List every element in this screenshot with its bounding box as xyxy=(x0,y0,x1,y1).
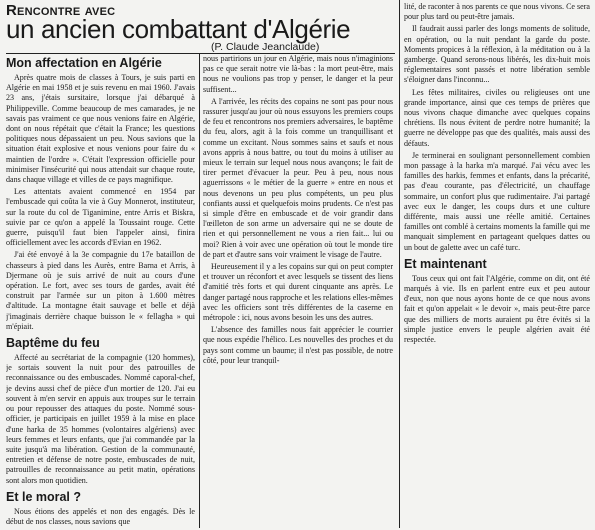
section-heading: Baptême du feu xyxy=(6,336,100,351)
column-rule xyxy=(399,0,400,528)
paragraph: A l'arrivée, les récits des copains ne sont pas pour nous rassurer jusqu'au jour où nous essuyons les premiers coups de feu et rencontrons nos premiers adversaires, le baptême du feu, alors, agit à la fois comme un tranquillisant et comme un excitant. Nous sommes sains et saufs et nous avons appris à nous battre, ou tout du moins à utiliser au mieux le terrain sur lequel nous nous avançons; le fait de tirer permet d'évacuer la peur. Peu à peu, nous nous aguerrissons « le métier de la guerre » entre en nous et nous devenons un peu plus compétents, un peu plus confiants aussi et quelquefois moins prudents. Ce n'est pas si simple d'être en embuscade et de voir grandir dans l'œilleton de son arme un adversaire qui ne se doute de rien et qui personnellement ne vous a rien fait... lui ou moi? Rien à voir avec une opération où tout le monde tire de part et d'autre sans voir vraiment le visage de l'autre. xyxy=(203,96,393,259)
paragraph: Il faudrait aussi parler des longs moments de solitude, en opération, ou la nuit pendant la garde du poste. Moments propices à la réflexion, à la méditation ou à la gamberge. Quand serons-nous libérés, les dix-huit mois réglementaires sont passés et notre libération semble s'éloigner dans l'inconnu... xyxy=(404,24,590,85)
article-column-3 xyxy=(404,2,590,369)
article-byline: (P. Claude Jeanclaude) xyxy=(211,41,320,53)
paragraph: Tous ceux qui ont fait l'Algérie, comme on dit, ont été marqués à vie. Ils en parlent entre eux et peu autour d'eux, non que nous ayons honte de ce que nous avons fait et qu'on appelait « le devoir », mais peut-être parce que des milliers de morts auraient pu être évités si la simple justice envers le peuple algérien avait été respectée. xyxy=(404,273,590,345)
article-column-1 xyxy=(6,56,195,528)
article-title: un ancien combattant d'Algérie xyxy=(6,14,351,44)
paragraph: J'ai été envoyé à la 3e compagnie du 17e bataillon de chasseurs à pied dans les Aurès, entre Barna et Arris, à Djermane où je suis arrivé de nuit au cours d'une opération. Le fort, avec ses tours de gardes, avait été construit par l'armée sur un piton à 1.600 mètres d'altitude. La montagne était sauvage et belle et déjà j'imaginais derrière chaque buisson le « fellagha » qui m'épiait. xyxy=(6,250,195,331)
paragraph: L'absence des familles nous fait apprécier le courrier que nous expédie l'hélico. Les nouvelles des proches et du pays sont comme un baume; il n'est pas possible, de notre côté, pour leur tranquil- xyxy=(203,325,393,365)
section-heading: Mon affectation en Algérie xyxy=(6,56,162,70)
article-kicker: Rencontre avec xyxy=(6,2,116,19)
paragraph: nous partirions un jour en Algérie, mais nous n'imaginions pas ce que serait notre vie là-bas : la mort peut-être, mais nous ne voulions pas trop y penser, le danger et la peur suffisent... xyxy=(203,54,393,94)
paragraph: Les fêtes militaires, civiles ou religieuses ont une grande importance, ainsi que ces temps de prières que nous vivons chaque dimanche avec quelques copains chrétiens. Ils nous évitent de perdre notre humanité; la guerre ne développe pas que des qualités, mais aussi des défauts. xyxy=(404,87,590,148)
paragraph: Après quatre mois de classes à Tours, je suis parti en Algérie en mai 1958 et je suis revenu en mai 1960. J'avais 23 ans, j'étais sursitaire, lorsque j'ai débarqué à Philippeville. Comme beaucoup de mes camarades, je ne savais pas vraiment ce que nous venions faire en Algérie, dont on nous répétait que c'était la France; les questions politiques nous dépassaient un peu. Nous savions que la situation était explosive et nous venions pour faire du « maintien de l'ordre ». C'était l'expression officielle pour minimiser l'insécurité qui nous attendait sur chaque route, dans chaque village et villes de ce pays magnifique. xyxy=(6,73,195,185)
paragraph: Nous étions des appelés et non des engagés. Dès le début de nos classes, nous savions que xyxy=(6,506,195,526)
article-column-2 xyxy=(203,54,393,528)
paragraph: Heureusement il y a les copains sur qui on peut compter et trouver un réconfort et avec lesquels se tissent des liens d'amitié très forts et qui durent cinquante ans après. Le danger partagé nous rapproche et les relations elles-mêmes avec les officiers sont très différentes de la caserne en métropole : ici, nous avons besoin les uns des autres. xyxy=(203,262,393,323)
paragraph: lité, de raconter à nos parents ce que nous vivons. Ce sera pour plus tard ou peut-être jamais. xyxy=(404,2,590,22)
section-heading: Et le moral ? xyxy=(6,489,82,504)
paragraph: Les attentats avaient commencé en 1954 par l'embuscade qui coûta la vie à Guy Monnerot, instituteur, sur la route du col de Tiganimine, entre Arris et Biskra, suivie par ce qu'on a appelé la Toussaint rouge. Cette guerre, puisqu'il faut bien l'appeler ainsi, finira officiellement avec les accords d'Evian en 1962. xyxy=(6,187,195,248)
section-heading: Et maintenant xyxy=(404,256,487,271)
column-rule xyxy=(199,54,200,528)
paragraph: Je terminerai en soulignant personnellement combien mon passage à la harka m'a marqué. J'ai vécu avec les familles des harkis, femmes et enfants, dans la précarité, pas d'eau courante, pas d'électricité, un chauffage sommaire, un confort plus que rudimentaire. J'ai partagé avec eux le danger, les coups durs et une culture différente, mais aussi une réelle amitié. Certaines familles ont comblé à certains moments la famille qui me manquait simplement en partageant quelques dattes ou un bout de galette avec un café turc. xyxy=(404,150,590,252)
paragraph: Affecté au secrétariat de la compagnie (120 hommes), je sortais souvent la nuit pour des patrouilles de reconnaissance ou des embuscades. Nommé caporal-chef, je devins aussi chef de pièce d'un mortier de 120. J'ai eu souvent à m'en servir en appuis aux troupes sur le terrain ou pour repousser des attaques du poste. Nommé sous-officier, je participais en juillet 1959 à la mise en place d'une harka de 35 hommes (volontaires algériens) avec leurs femmes et leurs enfants, que j'ai commandée par la suite jusqu'à ma libération. Gestion de la communauté, entretien et défense de notre poste, embuscades de nuit, patrouilles de reconnaissance au petit matin, opérations sont alors mon quotidien. xyxy=(6,353,195,485)
